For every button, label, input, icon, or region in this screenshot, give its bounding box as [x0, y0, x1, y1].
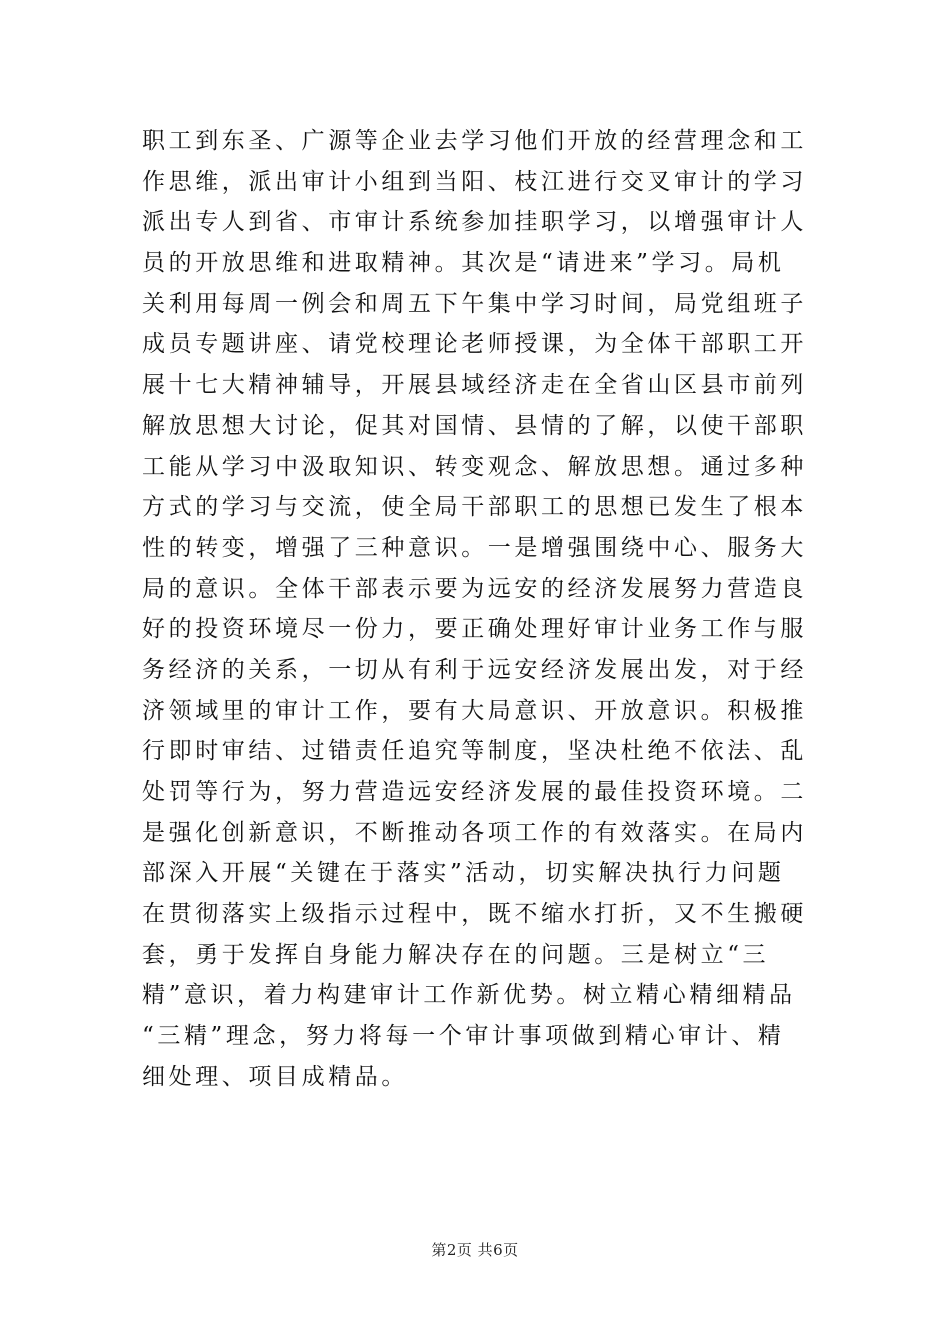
text-line: 性的转变，增强了三种意识。一是增强围绕中心、服务大 [142, 534, 807, 561]
text-line: 作思维，派出审计小组到当阳、枝江进行交叉审计的学习 [142, 168, 807, 195]
page-number-footer: 第2页 共6页 [431, 1241, 519, 1259]
text-line: 细处理、项目成精品。 [142, 1063, 408, 1090]
text-line: 部深入开展“关键在于落实”活动，切实解决执行力问题 [142, 860, 785, 887]
text-line: 精”意识，着力构建审计工作新优势。树立精心精细精品 [142, 982, 796, 1009]
text-line: 派出专人到省、市审计系统参加挂职学习，以增强审计人 [142, 209, 807, 236]
text-line: “三精”理念，努力将每一个审计事项做到精心审计、精 [142, 1023, 785, 1050]
text-line: 成员专题讲座、请党校理论老师授课，为全体干部职工开 [142, 331, 807, 358]
text-line: 解放思想大讨论，促其对国情、县情的了解，以使干部职 [142, 412, 807, 439]
text-line: 好的投资环境尽一份力，要正确处理好审计业务工作与服 [142, 616, 807, 643]
body-text [142, 121, 842, 1098]
text-line: 处罚等行为，努力营造远安经济发展的最佳投资环境。二 [142, 779, 807, 805]
text-line: 在贯彻落实上级指示过程中，既不缩水打折，又不生搬硬 [142, 901, 807, 928]
text-line: 关利用每周一例会和周五下午集中学习时间，局党组班子 [142, 290, 807, 317]
text-line: 套，勇于发挥自身能力解决存在的问题。三是树立“三 [142, 941, 770, 968]
text-line: 局的意识。全体干部表示要为远安的经济发展努力营造良 [142, 575, 807, 602]
text-line: 济领域里的审计工作，要有大局意识、开放意识。积极推 [142, 697, 807, 724]
text-line: 工能从学习中汲取知识、转变观念、解放思想。通过多种 [142, 453, 807, 480]
text-line: 务经济的关系，一切从有利于远安经济发展出发，对于经 [142, 656, 807, 683]
text-line: 方式的学习与交流，使全局干部职工的思想已发生了根本 [142, 494, 807, 521]
text-line: 展十七大精神辅导，开展县域经济走在全省山区县市前列 [142, 372, 807, 399]
text-line: 是强化创新意识，不断推动各项工作的有效落实。在局内 [142, 819, 807, 846]
text-line: 职工到东圣、广源等企业去学习他们开放的经营理念和工 [142, 128, 807, 154]
text-line: 员的开放思维和进取精神。其次是“请进来”学习。局机 [142, 250, 785, 277]
text-line: 行即时审结、过错责任追究等制度，坚决杜绝不依法、乱 [142, 738, 807, 765]
